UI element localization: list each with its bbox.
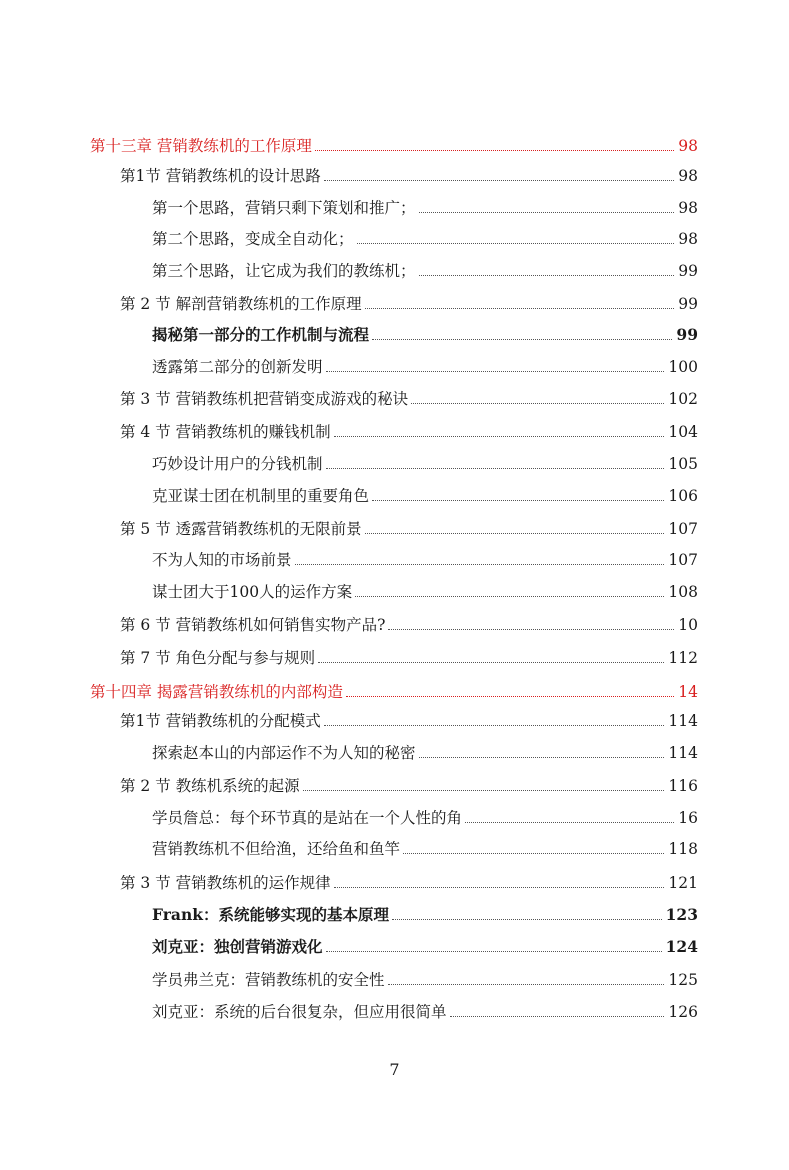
toc-entry-title: 谋士团大于100人的运作方案 (152, 583, 353, 601)
dot-leader (334, 887, 665, 888)
dot-leader (419, 757, 665, 758)
toc-entry-page: 98 (678, 167, 698, 185)
toc-subsection-entry (152, 193, 698, 219)
toc-section-entry (120, 771, 698, 797)
toc-entry-page: 107 (668, 551, 698, 569)
toc-entry-title: 巧妙设计用户的分钱机制 (152, 455, 323, 473)
dot-leader (303, 790, 665, 791)
toc-subsection-entry (152, 256, 698, 282)
toc-subsection-entry (152, 803, 698, 829)
toc-subsection-entry (152, 997, 698, 1023)
toc-entry-title: 探索赵本山的内部运作不为人知的秘密 (152, 744, 416, 762)
toc-entry-page: 125 (668, 971, 698, 989)
toc-entry-page: 114 (668, 712, 698, 730)
toc-entry-page: 124 (665, 937, 698, 956)
toc-entry-page: 98 (678, 199, 698, 217)
toc-section-entry (120, 643, 698, 669)
dot-leader (465, 822, 674, 823)
toc-section-entry (120, 514, 698, 540)
toc-entry-title: 第三个思路，让它成为我们的教练机； (152, 262, 416, 280)
toc-entry-title: 第十四章 揭露营销教练机的内部构造 (90, 683, 343, 701)
toc-entry-title: 刘克亚：独创营销游戏化 (152, 937, 323, 956)
toc-entry-title: 刘克亚：系统的后台很复杂，但应用很简单 (152, 1003, 447, 1021)
toc-entry-page: 99 (678, 295, 698, 313)
dot-leader (365, 533, 665, 534)
toc-subsection-entry (152, 834, 698, 860)
toc-entry-page: 107 (668, 520, 698, 538)
toc-entry-page: 100 (668, 358, 698, 376)
toc-entry-page: 98 (678, 137, 698, 155)
dot-leader (355, 596, 664, 597)
toc-entry-page: 99 (678, 262, 698, 280)
dot-leader (324, 180, 674, 181)
toc-subsection-entry (152, 965, 698, 991)
dot-leader (388, 984, 665, 985)
toc-entry-page: 98 (678, 230, 698, 248)
dot-leader (334, 436, 665, 437)
toc-section-entry (120, 610, 698, 636)
dot-leader (388, 629, 674, 630)
toc-subsection-entry (152, 932, 698, 958)
toc-entry-page: 118 (668, 840, 698, 858)
toc-section-entry (120, 161, 698, 187)
toc-section-entry (120, 384, 698, 410)
toc-entry-title: 第 7 节 角色分配与参与规则 (120, 649, 316, 667)
toc-entry-page: 104 (668, 423, 698, 441)
toc-subsection-entry (152, 577, 698, 603)
dot-leader (372, 339, 672, 340)
toc-entry-title: 营销教练机不但给渔，还给鱼和鱼竿 (152, 840, 401, 858)
toc-subsection-entry (152, 224, 698, 250)
toc-chapter-entry (90, 677, 698, 703)
toc-section-entry (120, 706, 698, 732)
toc-entry-title: 第 3 节 营销教练机的运作规律 (120, 874, 331, 892)
toc-subsection-entry (152, 449, 698, 475)
toc-entry-title: 第 2 节 教练机系统的起源 (120, 777, 300, 795)
dot-leader (318, 662, 664, 663)
toc-section-entry (120, 868, 698, 894)
toc-entry-page: 10 (678, 616, 698, 634)
toc-entry-title: 学员弗兰克：营销教练机的安全性 (152, 971, 385, 989)
toc-entry-title: 第 5 节 透露营销教练机的无限前景 (120, 520, 362, 538)
dot-leader (295, 564, 665, 565)
dot-leader (450, 1016, 665, 1017)
toc-entry-title: 学员詹总：每个环节真的是站在一个人性的角 (152, 809, 463, 827)
toc-subsection-entry (152, 545, 698, 571)
toc-subsection-entry (152, 900, 698, 926)
dot-leader (372, 500, 664, 501)
dot-leader (365, 308, 675, 309)
page-number: 7 (389, 1060, 400, 1079)
toc-subsection-entry (152, 320, 698, 346)
toc-entry-title: 第1节 营销教练机的分配模式 (120, 712, 321, 730)
toc-entry-page: 16 (678, 809, 698, 827)
toc-entry-page: 105 (668, 455, 698, 473)
toc-entry-title: 第1节 营销教练机的设计思路 (120, 167, 321, 185)
dot-leader (357, 243, 675, 244)
toc-entry-title: 第一个思路，营销只剩下策划和推广； (152, 199, 416, 217)
toc-entry-title: 第 2 节 解剖营销教练机的工作原理 (120, 295, 362, 313)
toc-entry-title: 第 6 节 营销教练机如何销售实物产品? (120, 616, 386, 634)
dot-leader (411, 403, 664, 404)
toc-entry-page: 102 (668, 390, 698, 408)
dot-leader (392, 919, 662, 920)
toc-entry-title: 不为人知的市场前景 (152, 551, 292, 569)
toc-entry-page: 126 (668, 1003, 698, 1021)
dot-leader (324, 725, 665, 726)
toc-entry-page: 108 (668, 583, 698, 601)
toc-entry-page: 99 (676, 325, 698, 344)
dot-leader (326, 468, 665, 469)
dot-leader (326, 951, 662, 952)
toc-subsection-entry (152, 738, 698, 764)
dot-leader (403, 853, 664, 854)
toc-chapter-entry (90, 131, 698, 157)
toc-entry-page: 14 (678, 683, 698, 701)
toc-entry-page: 116 (668, 777, 698, 795)
toc-entry-page: 121 (668, 874, 698, 892)
dot-leader (315, 150, 674, 151)
toc-subsection-entry (152, 352, 698, 378)
toc-section-entry (120, 289, 698, 315)
toc-entry-page: 106 (668, 487, 698, 505)
dot-leader (326, 371, 665, 372)
toc-entry-page: 123 (665, 905, 698, 924)
toc-entry-title: 第二个思路，变成全自动化； (152, 230, 354, 248)
toc-entry-title: 第十三章 营销教练机的工作原理 (90, 137, 312, 155)
dot-leader (419, 212, 675, 213)
toc-entry-page: 114 (668, 744, 698, 762)
toc-subsection-entry (152, 481, 698, 507)
dot-leader (346, 696, 674, 697)
dot-leader (419, 275, 675, 276)
toc-entry-title: 第 4 节 营销教练机的赚钱机制 (120, 423, 331, 441)
toc-entry-title: 第 3 节 营销教练机把营销变成游戏的秘诀 (120, 390, 409, 408)
toc-entry-page: 112 (668, 649, 698, 667)
toc-entry-title: 揭秘第一部分的工作机制与流程 (152, 325, 370, 344)
toc-entry-title: 透露第二部分的创新发明 (152, 358, 323, 376)
toc-entry-title: Frank：系统能够实现的基本原理 (152, 905, 389, 924)
toc-entry-title: 克亚谋士团在机制里的重要角色 (152, 487, 370, 505)
toc-section-entry (120, 417, 698, 443)
